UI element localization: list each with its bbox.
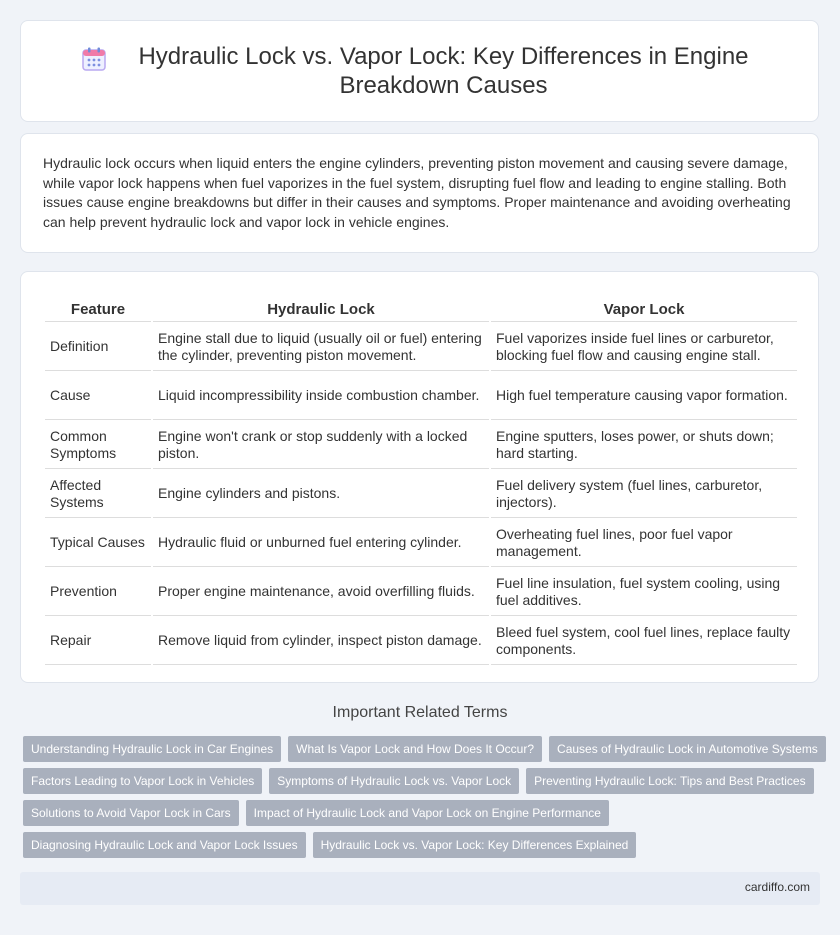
header-hydraulic-lock: Hydraulic Lock	[153, 297, 489, 322]
vapor-cell: Fuel delivery system (fuel lines, carburetor, injectors).	[491, 471, 797, 518]
intro-paragraph: Hydraulic lock occurs when liquid enters the engine cylinders, preventing piston movement and causing severe damage, while vapor lock happens when fuel vaporizes in the fuel system, disrupting fuel flow and leading to engine stalling. Both issues cause engine breakdowns but differ in their causes and symptoms. Proper maintenance and avoiding overheating can help prevent hydraulic lock and vapor lock in vehicle engines.	[43, 155, 791, 230]
table-header-row	[45, 297, 797, 322]
hydraulic-cell: Engine won't crank or stop suddenly with a locked piston.	[153, 422, 489, 469]
hydraulic-cell: Liquid incompressibility inside combustion chamber.	[153, 373, 489, 420]
related-term-tag[interactable]: Hydraulic Lock vs. Vapor Lock: Key Differences Explained	[313, 832, 637, 858]
vapor-cell: Overheating fuel lines, poor fuel vapor management.	[491, 520, 797, 567]
hydraulic-cell: Remove liquid from cylinder, inspect piston damage.	[153, 618, 489, 665]
tag-row	[23, 768, 823, 794]
tag-row	[23, 736, 823, 762]
page-title: Hydraulic Lock vs. Vapor Lock: Key Differences in Engine Breakdown Causes	[138, 43, 749, 99]
tag-row	[23, 832, 823, 858]
hydraulic-cell: Engine cylinders and pistons.	[153, 471, 489, 518]
table-row	[45, 569, 797, 616]
vapor-cell: Bleed fuel system, cool fuel lines, replace faulty components.	[491, 618, 797, 665]
related-term-tag[interactable]: Solutions to Avoid Vapor Lock in Cars	[23, 800, 239, 826]
title-wrap	[70, 42, 770, 100]
vapor-cell: Fuel vaporizes inside fuel lines or carburetor, blocking fuel flow and causing engine stall.	[491, 324, 797, 371]
hydraulic-cell: Hydraulic fluid or unburned fuel entering cylinder.	[153, 520, 489, 567]
related-term-tag[interactable]: Understanding Hydraulic Lock in Car Engines	[23, 736, 281, 762]
related-term-tag[interactable]: Symptoms of Hydraulic Lock vs. Vapor Lock	[269, 768, 519, 794]
related-term-tag[interactable]: Preventing Hydraulic Lock: Tips and Best Practices	[526, 768, 813, 794]
related-terms-list	[23, 736, 823, 864]
hydraulic-cell: Engine stall due to liquid (usually oil or fuel) entering the cylinder, preventing piston movement.	[153, 324, 489, 371]
feature-cell: Typical Causes	[45, 520, 151, 567]
calendar-icon	[81, 46, 107, 72]
feature-cell: Affected Systems	[45, 471, 151, 518]
related-term-tag[interactable]: Diagnosing Hydraulic Lock and Vapor Lock Issues	[23, 832, 306, 858]
comparison-card	[20, 271, 819, 683]
table-row	[45, 618, 797, 665]
related-term-tag[interactable]: Causes of Hydraulic Lock in Automotive Systems	[549, 736, 826, 762]
hydraulic-cell: Proper engine maintenance, avoid overfilling fluids.	[153, 569, 489, 616]
header-vapor-lock: Vapor Lock	[491, 297, 797, 322]
feature-cell: Definition	[45, 324, 151, 371]
title-card	[20, 20, 819, 122]
table-row	[45, 324, 797, 371]
related-term-tag[interactable]: Impact of Hydraulic Lock and Vapor Lock on Engine Performance	[246, 800, 609, 826]
footer	[20, 872, 820, 905]
vapor-cell: High fuel temperature causing vapor formation.	[491, 373, 797, 420]
vapor-cell: Engine sputters, loses power, or shuts down; hard starting.	[491, 422, 797, 469]
header-feature: Feature	[45, 297, 151, 322]
table-row	[45, 373, 797, 420]
table-row	[45, 471, 797, 518]
related-term-tag[interactable]: Factors Leading to Vapor Lock in Vehicles	[23, 768, 262, 794]
vapor-cell: Fuel line insulation, fuel system cooling, using fuel additives.	[491, 569, 797, 616]
feature-cell: Prevention	[45, 569, 151, 616]
footer-site-name[interactable]: cardiffo.com	[744, 880, 810, 894]
comparison-table	[43, 295, 799, 667]
table-row	[45, 520, 797, 567]
tag-row	[23, 800, 823, 826]
related-term-tag[interactable]: What Is Vapor Lock and How Does It Occur?	[288, 736, 542, 762]
feature-cell: Cause	[45, 373, 151, 420]
intro-card	[20, 133, 819, 253]
table-row	[45, 422, 797, 469]
feature-cell: Common Symptoms	[45, 422, 151, 469]
feature-cell: Repair	[45, 618, 151, 665]
related-terms-heading: Important Related Terms	[332, 704, 508, 721]
